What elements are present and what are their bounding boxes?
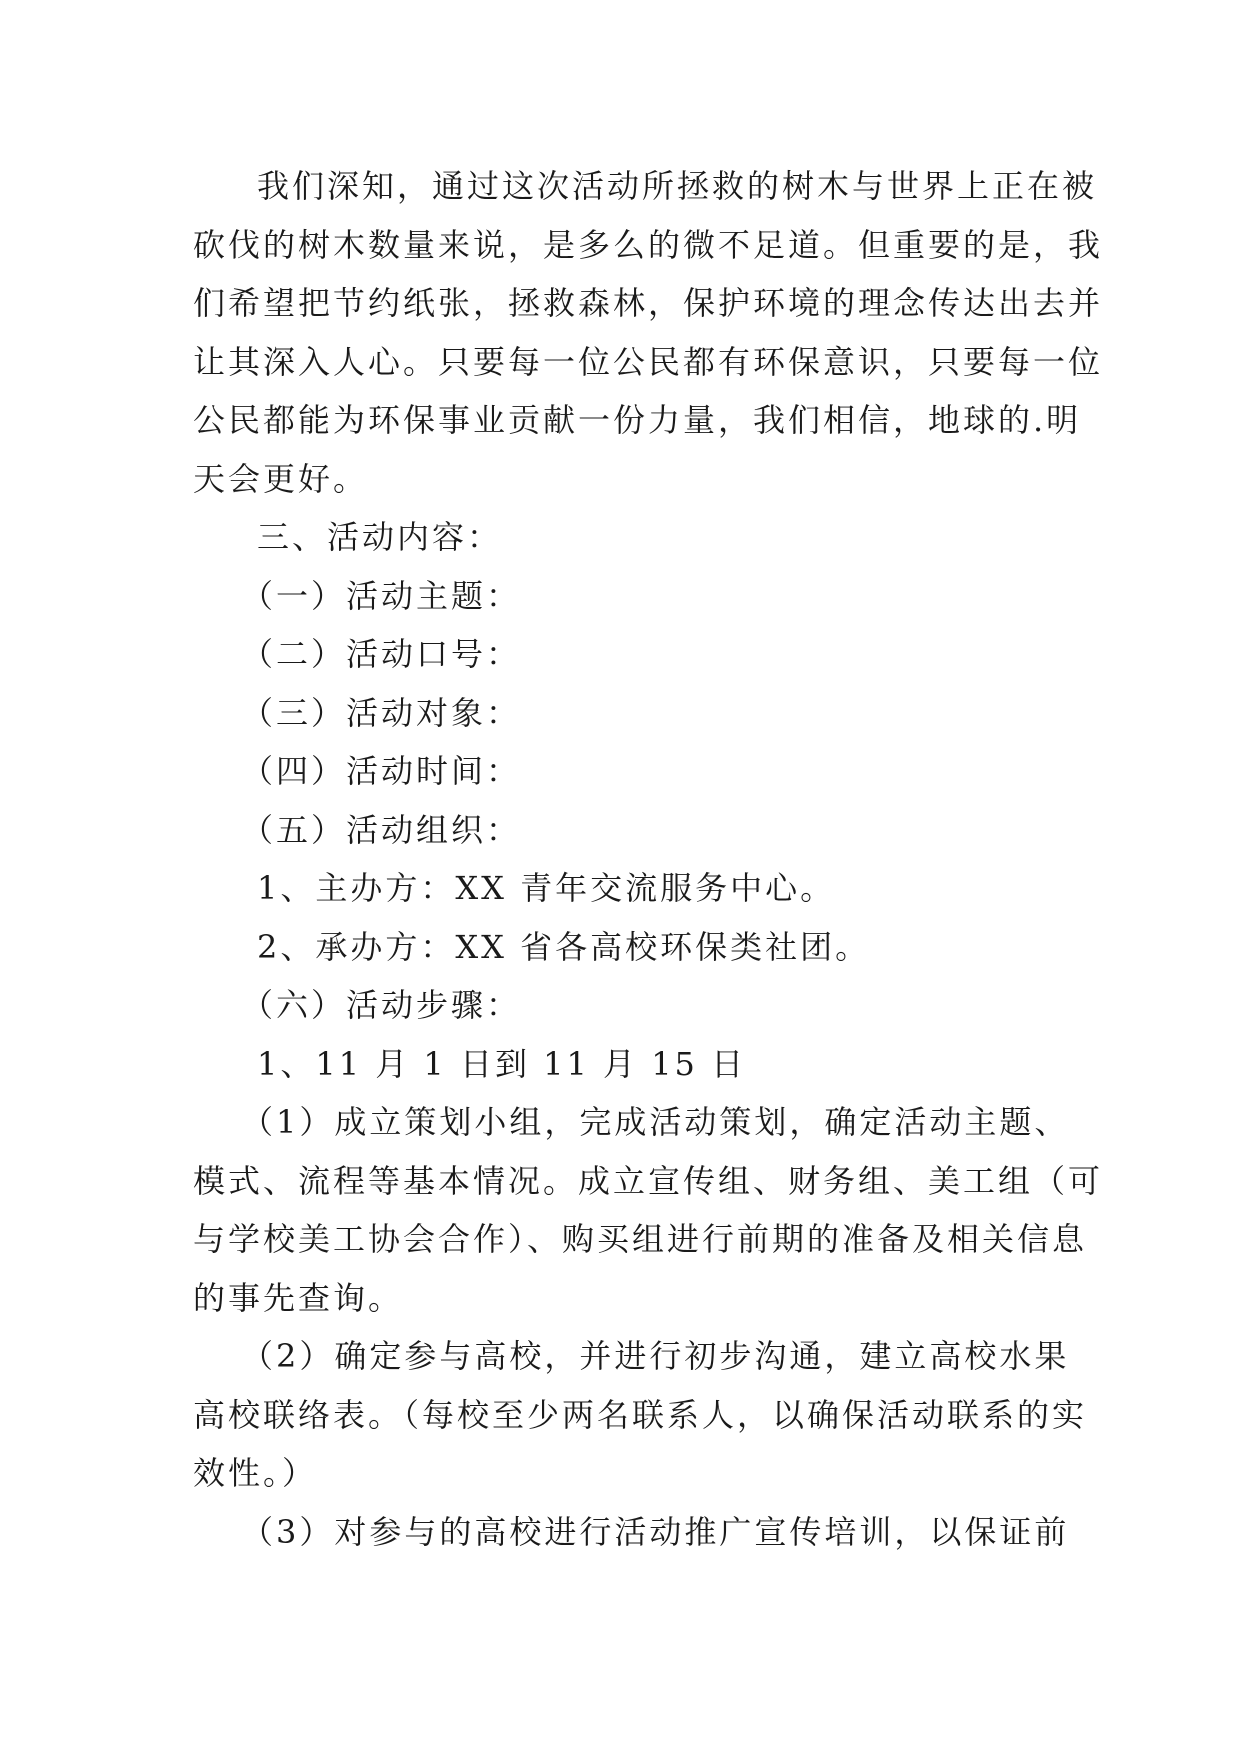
co-organizer-line: 2、承办方：XX 省各高校环保类社团。 — [257, 927, 871, 966]
step-paragraph-2 — [193, 1327, 1088, 1503]
text-line: 的事先查询。 — [193, 1278, 404, 1317]
list-item-organization: （五）活动组织： — [241, 810, 522, 849]
text-line: （2）确定参与高校，并进行初步沟通，建立高校水果 — [241, 1337, 1070, 1375]
text-line: 们希望把节约纸张，拯救森林，保护环境的理念传达出去并 — [193, 284, 1104, 322]
step-paragraph-1 — [193, 1093, 1104, 1327]
text-line: 模式、流程等基本情况。成立宣传组、财务组、美工组（可 — [193, 1161, 1104, 1200]
text-line: 高校联络表。（每校至少两名联系人，以确保活动联系的实 — [193, 1395, 1088, 1434]
text-line: 天会更好。 — [193, 459, 369, 498]
text-line: （3）对参与的高校进行活动推广宣传培训，以保证前 — [241, 1512, 1070, 1551]
text-line: 公民都能为环保事业贡献一份力量，我们相信，地球的.明 — [193, 401, 1082, 439]
text-line: 砍伐的树木数量来说，是多么的微不足道。但重要的是，我 — [193, 225, 1104, 264]
text-line: （1）成立策划小组，完成活动策划，确定活动主题、 — [241, 1103, 1070, 1141]
text-line: 让其深入人心。只要每一位公民都有环保意识，只要每一位 — [193, 342, 1104, 381]
section-heading: 三、活动内容： — [257, 518, 503, 556]
list-item-time: （四）活动时间： — [241, 752, 522, 790]
text-line: 效性。） — [193, 1454, 318, 1492]
organizer-line: 1、主办方：XX 青年交流服务中心。 — [257, 869, 836, 907]
list-item-theme: （一）活动主题： — [241, 576, 522, 615]
list-item-steps: （六）活动步骤： — [241, 986, 522, 1024]
intro-paragraph — [193, 157, 1104, 508]
text-line: 我们深知，通过这次活动所拯救的树木与世界上正在被 — [257, 167, 1098, 205]
text-line: 与学校美工协会合作）、购买组进行前期的准备及相关信息 — [193, 1220, 1088, 1258]
list-item-audience: （三）活动对象： — [241, 693, 522, 732]
list-item-slogan: （二）活动口号： — [241, 635, 522, 673]
step-paragraph-3 — [193, 1503, 1070, 1562]
document-body — [193, 157, 1104, 1561]
step-heading: 1、11 月 1 日到 11 月 15 日 — [257, 1044, 747, 1083]
